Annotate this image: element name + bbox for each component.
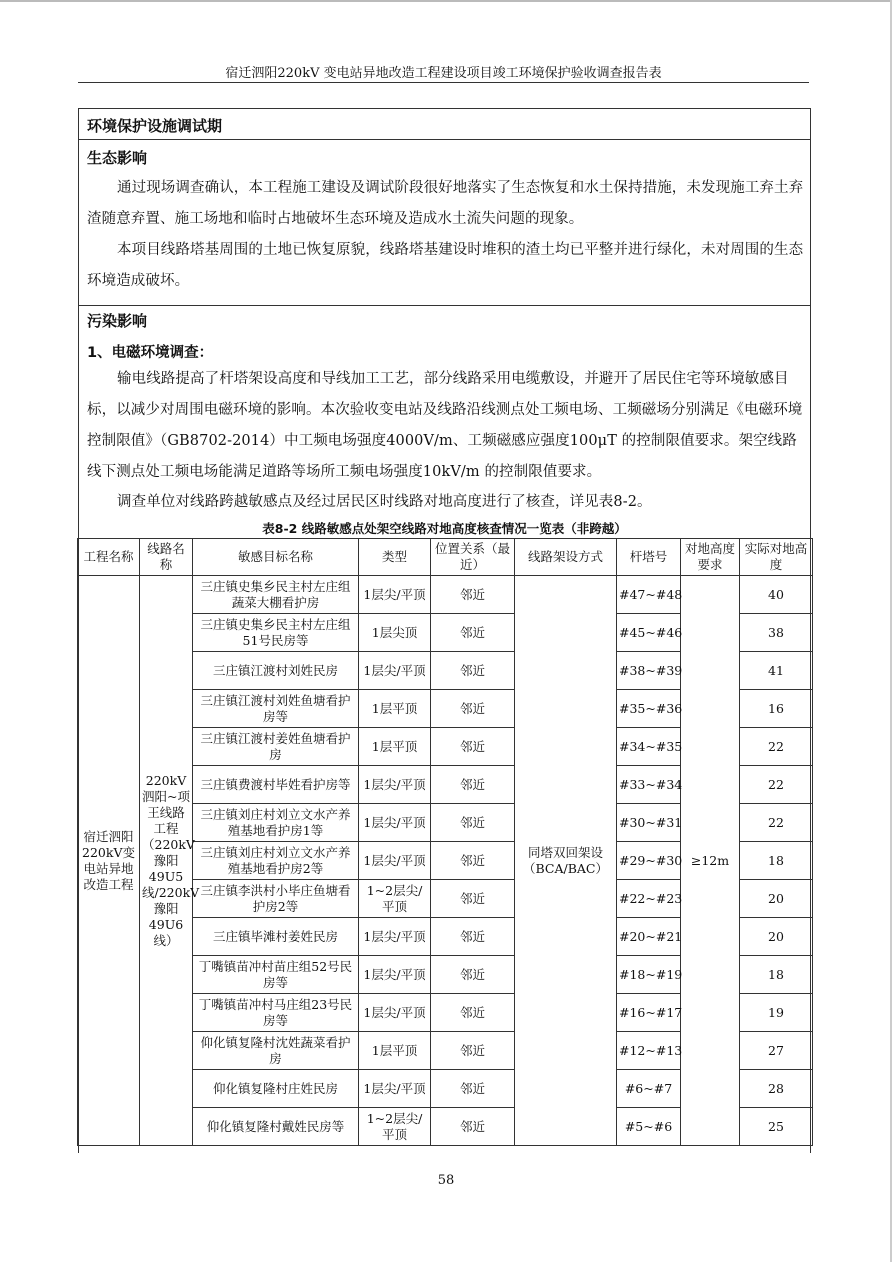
header-actual-height: 实际对地高度 bbox=[740, 539, 813, 576]
type-cell: 1层平顶 bbox=[359, 728, 431, 766]
header-target: 敏感目标名称 bbox=[193, 539, 359, 576]
tower-cell: #34~#35 bbox=[617, 728, 681, 766]
position-cell: 邻近 bbox=[431, 1108, 515, 1146]
type-cell: 1层尖/平顶 bbox=[359, 804, 431, 842]
tower-cell: #20~#21 bbox=[617, 918, 681, 956]
tower-cell: #35~#36 bbox=[617, 690, 681, 728]
table-area bbox=[78, 0, 811, 1262]
table-caption: 表8-2 线路敏感点处架空线路对地高度核查情况一览表（非跨越） bbox=[262, 521, 627, 536]
position-cell: 邻近 bbox=[431, 994, 515, 1032]
actual-height-cell: 20 bbox=[740, 880, 813, 918]
actual-height-cell: 18 bbox=[740, 842, 813, 880]
commissioning-title: 环境保护设施调试期 bbox=[87, 117, 223, 135]
position-cell: 邻近 bbox=[431, 614, 515, 652]
position-cell: 邻近 bbox=[431, 652, 515, 690]
tower-cell: #33~#34 bbox=[617, 766, 681, 804]
em-paragraph-2: 调查单位对线路跨越敏感点及经过居民区时线路对地高度进行了核查，详见表8-2。 bbox=[117, 494, 652, 510]
actual-height-cell: 18 bbox=[740, 956, 813, 994]
page-number: 58 bbox=[437, 1173, 455, 1188]
type-cell: 1层平顶 bbox=[359, 690, 431, 728]
header-type: 类型 bbox=[359, 539, 431, 576]
target-cell: 三庄镇江渡村姜姓鱼塘看护房 bbox=[193, 728, 359, 766]
target-cell: 仰化镇复隆村沈姓蔬菜看护房 bbox=[193, 1032, 359, 1070]
erection-method-cell: 同塔双回架设（BCA/BAC） bbox=[515, 576, 617, 1146]
target-cell: 三庄镇史集乡民主村左庄组51号民房等 bbox=[193, 614, 359, 652]
header-height-req: 对地高度要求 bbox=[681, 539, 740, 576]
tower-cell: #29~#30 bbox=[617, 842, 681, 880]
position-cell: 邻近 bbox=[431, 918, 515, 956]
em-subhead: 1、电磁环境调查： bbox=[87, 345, 214, 361]
table-row bbox=[78, 576, 813, 614]
type-cell: 1层尖/平顶 bbox=[359, 918, 431, 956]
ecology-paragraph-1: 通过现场调查确认，本工程施工建设及调试阶段很好地落实了生态恢复和水土保持措施，未发现施工弃土弃渣随意弃置、施工场地和临时占地破坏生态环境及造成水土流失问题的现象。 bbox=[87, 180, 804, 227]
header-erection: 线路架设方式 bbox=[515, 539, 617, 576]
position-cell: 邻近 bbox=[431, 576, 515, 614]
target-cell: 三庄镇刘庄村刘立文水产养殖基地看护房2等 bbox=[193, 842, 359, 880]
header-project: 工程名称 bbox=[78, 539, 140, 576]
header-tower: 杆塔号 bbox=[617, 539, 681, 576]
type-cell: 1层尖/平顶 bbox=[359, 994, 431, 1032]
actual-height-cell: 25 bbox=[740, 1108, 813, 1146]
project-name-cell: 宿迁泗阳220kV变电站异地改造工程 bbox=[78, 576, 140, 1146]
type-cell: 1层尖/平顶 bbox=[359, 956, 431, 994]
actual-height-cell: 19 bbox=[740, 994, 813, 1032]
target-cell: 三庄镇江渡村刘姓鱼塘看护房等 bbox=[193, 690, 359, 728]
ecology-title: 生态影响 bbox=[87, 149, 148, 167]
document-header: 宿迁泗阳220kV 变电站异地改造工程建设项目竣工环境保护验收调查报告表 bbox=[225, 66, 662, 81]
target-cell: 三庄镇史集乡民主村左庄组蔬菜大棚看护房 bbox=[193, 576, 359, 614]
target-cell: 三庄镇毕滩村姜姓民房 bbox=[193, 918, 359, 956]
type-cell: 1~2层尖/平顶 bbox=[359, 1108, 431, 1146]
position-cell: 邻近 bbox=[431, 956, 515, 994]
actual-height-cell: 22 bbox=[740, 804, 813, 842]
position-cell: 邻近 bbox=[431, 1070, 515, 1108]
type-cell: 1层尖/平顶 bbox=[359, 842, 431, 880]
pollution-title: 污染影响 bbox=[87, 312, 148, 330]
actual-height-cell: 22 bbox=[740, 728, 813, 766]
position-cell: 邻近 bbox=[431, 842, 515, 880]
sensitive-points-table bbox=[77, 538, 813, 1146]
tower-cell: #30~#31 bbox=[617, 804, 681, 842]
type-cell: 1层尖/平顶 bbox=[359, 652, 431, 690]
position-cell: 邻近 bbox=[431, 1032, 515, 1070]
target-cell: 丁嘴镇苗冲村苗庄组52号民房等 bbox=[193, 956, 359, 994]
tower-cell: #12~#13 bbox=[617, 1032, 681, 1070]
tower-cell: #16~#17 bbox=[617, 994, 681, 1032]
position-cell: 邻近 bbox=[431, 766, 515, 804]
target-cell: 三庄镇江渡村刘姓民房 bbox=[193, 652, 359, 690]
height-requirement-cell: ≥12m bbox=[681, 576, 740, 1146]
actual-height-cell: 28 bbox=[740, 1070, 813, 1108]
type-cell: 1层尖/平顶 bbox=[359, 1070, 431, 1108]
line-name-cell: 220kV泗阳~项王线路工程（220kV豫阳49U5线/220kV豫阳49U6线） bbox=[140, 576, 193, 1146]
position-cell: 邻近 bbox=[431, 880, 515, 918]
header-position: 位置关系（最近） bbox=[431, 539, 515, 576]
type-cell: 1层尖/平顶 bbox=[359, 766, 431, 804]
type-cell: 1层尖顶 bbox=[359, 614, 431, 652]
tower-cell: #22~#23 bbox=[617, 880, 681, 918]
header-line: 线路名称 bbox=[140, 539, 193, 576]
target-cell: 三庄镇李洪村小毕庄鱼塘看护房2等 bbox=[193, 880, 359, 918]
actual-height-cell: 40 bbox=[740, 576, 813, 614]
table-header-row bbox=[78, 539, 813, 576]
em-paragraph-1: 输电线路提高了杆塔架设高度和导线加工工艺，部分线路采用电缆敷设，并避开了居民住宅等环境敏感目标，以减少对周围电磁环境的影响。本次验收变电站及线路沿线测点处工频电场、工频磁场分别满足《电磁环境控制限值》（GB8702-2014）中工频电场强度4000V/m、工频磁感应强度100μT 的控制限值要求。架空线路线下测点处工频电场能满足道路等场所工频电场强度10kV/m 的控制限值要求。 bbox=[87, 371, 803, 480]
actual-height-cell: 38 bbox=[740, 614, 813, 652]
type-cell: 1层尖/平顶 bbox=[359, 576, 431, 614]
tower-cell: #38~#39 bbox=[617, 652, 681, 690]
tower-cell: #18~#19 bbox=[617, 956, 681, 994]
target-cell: 三庄镇刘庄村刘立文水产养殖基地看护房1等 bbox=[193, 804, 359, 842]
actual-height-cell: 27 bbox=[740, 1032, 813, 1070]
target-cell: 三庄镇费渡村毕姓看护房等 bbox=[193, 766, 359, 804]
target-cell: 仰化镇复隆村庄姓民房 bbox=[193, 1070, 359, 1108]
actual-height-cell: 16 bbox=[740, 690, 813, 728]
tower-cell: #5~#6 bbox=[617, 1108, 681, 1146]
tower-cell: #47~#48 bbox=[617, 576, 681, 614]
target-cell: 仰化镇复隆村戴姓民房等 bbox=[193, 1108, 359, 1146]
type-cell: 1层平顶 bbox=[359, 1032, 431, 1070]
position-cell: 邻近 bbox=[431, 804, 515, 842]
tower-cell: #6~#7 bbox=[617, 1070, 681, 1108]
actual-height-cell: 20 bbox=[740, 918, 813, 956]
ecology-paragraph-2: 本项目线路塔基周围的土地已恢复原貌，线路塔基建设时堆积的渣土均已平整并进行绿化，未对周围的生态环境造成破坏。 bbox=[87, 242, 804, 289]
type-cell: 1~2层尖/平顶 bbox=[359, 880, 431, 918]
tower-cell: #45~#46 bbox=[617, 614, 681, 652]
actual-height-cell: 41 bbox=[740, 652, 813, 690]
target-cell: 丁嘴镇苗冲村马庄组23号民房等 bbox=[193, 994, 359, 1032]
position-cell: 邻近 bbox=[431, 728, 515, 766]
actual-height-cell: 22 bbox=[740, 766, 813, 804]
position-cell: 邻近 bbox=[431, 690, 515, 728]
